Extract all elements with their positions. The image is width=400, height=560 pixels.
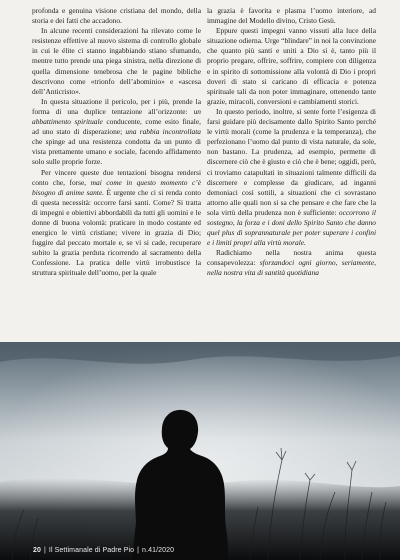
article-paragraph — [32, 26, 201, 97]
article-paragraph — [32, 97, 201, 168]
paragraph-text: Eppure questi impegni vanno vissuti alla luce della situazione odierna. Urge “blindare” in noi la convinzione che quanto più santi e uniti a Dio si è, tanto più il proprio pregare, offrire, soffrire, compiere con diligenza e in spirito di sottomissione alla volontà di Dio i propri doveri di stato si caricano di efficacia e potenza spirituale tali da non poter immaginare, ottenendo tante grazie, miracoli, conversioni e cambiamenti storici. — [207, 26, 376, 106]
article-paragraph — [207, 248, 376, 278]
italic-text: un abbattimento spirituale — [32, 106, 201, 127]
paragraph-text: È urgente che ci si renda conto di questa necessità: occorre farsi santi. Come? Si tratta di impegni e obiettivi abbordabili da tutti gli uomini e le donne di buona volontà: praticare in modo costante ed energico le virtù cristiane; vivere in grazia di Dio; fuggire dal peccato mortale e, se vi si cade, recuperare subito la grazia perduta ricorrendo al sacramento della Confessione. La pratica delle virtù irrobustisce la struttura spirituale dell’uomo, per la quale — [32, 187, 201, 278]
paragraph-text: che spinge ad una resistenza condotta da un punto di vista prettamente umano e sociale, facendo affidamento solo sulle proprie forze. — [32, 137, 201, 167]
silhouette-photo-image — [0, 342, 400, 560]
paragraph-text: la grazia è favorita e plasma l’uomo interiore, ad immagine del Modello divino, Cristo Gesù. — [207, 6, 376, 26]
article-paragraph — [32, 168, 201, 279]
paragraph-text: conducente, come esito finale, ad uno stato di disperazione; — [32, 117, 201, 137]
footer-separator: | — [44, 547, 46, 554]
article-paragraph — [207, 107, 376, 248]
article-column-left — [32, 6, 201, 338]
paragraph-text: In questo periodo, inoltre, si sente forte l’esigenza di farsi guidare più decisamente dallo Spirito Santo perché le virtù morali (come la prudenza e la temperanza), che perfezionano l’uomo dal punto di vista naturale, da sole, non bastano. La prudenza, ad esempio, permette di discernere ciò che è giusto e ciò che è bene; oggidì, però, ci troviamo catapultati in situazioni talmente difficili da discernere e complesse da giudicare, ad inganni demoniaci così sottili, a situazioni che ci sovrastano attorno alle quali non si sa che pensare e che fare che la sola virtù della prudenza non è sufficiente: — [207, 106, 376, 217]
article-paragraph — [207, 26, 376, 107]
article-paragraph — [32, 6, 201, 26]
footer-separator: | — [137, 547, 140, 554]
page-footer — [33, 547, 174, 554]
paragraph-text: Per vincere queste due tentazioni bisogna rendersi conto che, forse, — [32, 167, 201, 187]
page-number: 20 — [33, 547, 41, 554]
italic-text: una rabbia incontrollata — [125, 127, 201, 137]
article-column-right — [207, 6, 376, 338]
italic-text: mai come in questo momento c’è bisogno di anime sante. — [32, 177, 201, 197]
article-body — [32, 6, 376, 338]
publication-name: Il Settimanale di Padre Pio — [48, 547, 135, 554]
italic-text: occorrono il sostegno, la forza e i doni dello Spirito Santo che danno quel plus di soprannaturale per poter superare i confini e i limiti propri alla virtù morale. — [207, 207, 376, 248]
paragraph-text: In alcune recenti considerazioni ha rilevato come le resistenze effettive al nuovo sistema di controllo globale in cui le élite ci stanno ingabbiando stiano sfumando, mentre tutto prende una piega sinistra, nella direzione di quella dimensione tenebrosa che le pagine bibliche descrivono come «trionfo dell’abominio» e «ascesa dell’Anticristo». — [32, 26, 201, 96]
issue-number: n.41/2020 — [142, 547, 175, 554]
paragraph-text: profonda e genuina visione cristiana del mondo, della storia e dei fatti che accadono. — [32, 6, 201, 26]
paragraph-text: Radichiamo nella nostra anima questa consapevolezza: — [207, 248, 376, 268]
italic-text: sforzandoci ogni giorno, seriamente, nella nostra vita di santità quotidiana — [207, 258, 376, 278]
paragraph-text: In questa situazione il pericolo, per i più, prende la forma di una duplice tentazione all’orizzonte: — [32, 96, 201, 116]
article-paragraph — [207, 6, 376, 26]
article-photo — [0, 342, 400, 560]
